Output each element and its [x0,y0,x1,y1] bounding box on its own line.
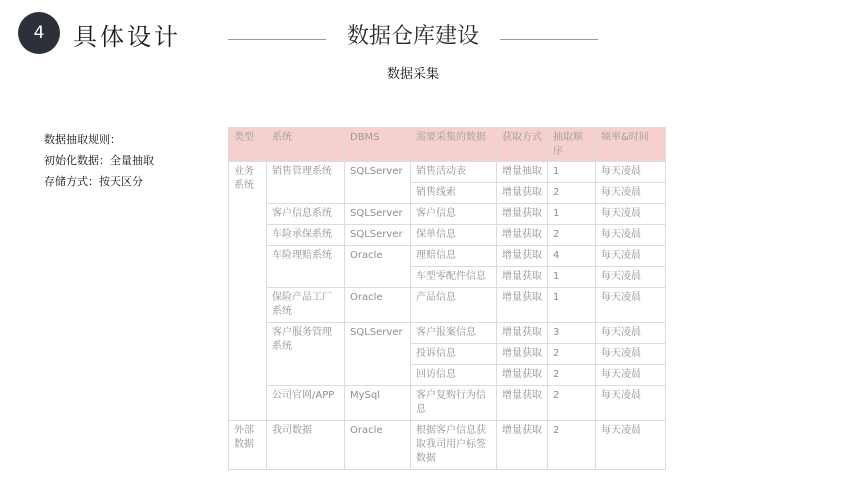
system-cell: 车险承保系统 [267,225,345,246]
dbms-cell: SQLServer [345,225,411,246]
data-cell: 客户信息 [411,204,497,225]
method-cell: 增量抽取 [497,162,548,183]
column-header: 系统 [267,128,345,162]
data-cell: 销售活动表 [411,162,497,183]
order-cell: 1 [548,162,596,183]
table-row [229,386,666,421]
method-cell: 增量获取 [497,344,548,365]
system-cell: 销售管理系统 [267,162,345,204]
dbms-cell: Oracle [345,246,411,288]
column-header: DBMS [345,128,411,162]
frequency-cell: 每天凌晨 [596,246,666,267]
order-cell: 1 [548,267,596,288]
order-cell: 2 [548,365,596,386]
frequency-cell: 每天凌晨 [596,183,666,204]
page-title: 数据仓库建设 [346,24,479,49]
data-cell: 回访信息 [411,365,497,386]
type-cell: 外部数据 [229,421,267,470]
data-cell: 投诉信息 [411,344,497,365]
section-number-badge: 4 [18,12,60,54]
order-cell: 2 [548,421,596,470]
system-cell: 客户信息系统 [267,204,345,225]
extraction-rules-notes [44,129,154,192]
method-cell: 增量获取 [497,365,548,386]
table-row [229,421,666,470]
method-cell: 增量获取 [497,267,548,288]
system-cell: 车险理赔系统 [267,246,345,288]
column-header: 类型 [229,128,267,162]
data-cell: 产品信息 [411,288,497,323]
table-row [229,288,666,323]
column-header: 获取方式 [497,128,548,162]
system-cell: 客户服务管理系统 [267,323,345,386]
note-line: 存储方式：按天区分 [44,175,143,188]
page-subtitle: 数据采集 [386,67,439,82]
dbms-cell: Oracle [345,421,411,470]
method-cell: 增量获取 [497,246,548,267]
table-row [229,162,666,183]
method-cell: 增量获取 [497,323,548,344]
table-row [229,204,666,225]
frequency-cell: 每天凌晨 [596,204,666,225]
order-cell: 4 [548,246,596,267]
dbms-cell: MySql [345,386,411,421]
data-cell: 理赔信息 [411,246,497,267]
order-cell: 1 [548,204,596,225]
dbms-cell: SQLServer [345,204,411,225]
order-cell: 2 [548,386,596,421]
dbms-cell: Oracle [345,288,411,323]
system-cell: 我司数据 [267,421,345,470]
method-cell: 增量获取 [497,225,548,246]
data-cell: 保单信息 [411,225,497,246]
table-row [229,225,666,246]
frequency-cell: 每天凌晨 [596,162,666,183]
order-cell: 2 [548,225,596,246]
order-cell: 3 [548,323,596,344]
data-cell: 根据客户信息获取我司用户标签数据 [411,421,497,470]
title-divider-left [228,39,326,40]
frequency-cell: 每天凌晨 [596,365,666,386]
dbms-cell: SQLServer [345,162,411,204]
order-cell: 2 [548,183,596,204]
column-header: 抽取顺序 [548,128,596,162]
table-row [229,323,666,344]
method-cell: 增量获取 [497,288,548,323]
type-cell: 业务系统 [229,162,267,421]
table-header-row [229,128,666,162]
method-cell: 增量获取 [497,204,548,225]
system-cell: 公司官网/APP [267,386,345,421]
frequency-cell: 每天凌晨 [596,225,666,246]
data-collection-table [228,127,666,470]
data-cell: 销售线索 [411,183,497,204]
data-cell: 车型零配件信息 [411,267,497,288]
note-line: 数据抽取规则： [44,133,121,146]
order-cell: 2 [548,344,596,365]
column-header: 频率&时间 [596,128,666,162]
data-cell: 客户报案信息 [411,323,497,344]
table-row [229,246,666,267]
frequency-cell: 每天凌晨 [596,344,666,365]
note-line: 初始化数据：全量抽取 [44,154,154,167]
method-cell: 增量获取 [497,183,548,204]
section-title: 具体设计 [73,23,181,51]
dbms-cell: SQLServer [345,323,411,386]
method-cell: 增量获取 [497,421,548,470]
data-cell: 客户复购行为信息 [411,386,497,421]
frequency-cell: 每天凌晨 [596,323,666,344]
frequency-cell: 每天凌晨 [596,267,666,288]
frequency-cell: 每天凌晨 [596,421,666,470]
column-header: 需要采集的数据 [411,128,497,162]
frequency-cell: 每天凌晨 [596,386,666,421]
method-cell: 增量获取 [497,386,548,421]
frequency-cell: 每天凌晨 [596,288,666,323]
system-cell: 保险产品工厂系统 [267,288,345,323]
order-cell: 1 [548,288,596,323]
title-divider-right [500,39,598,40]
